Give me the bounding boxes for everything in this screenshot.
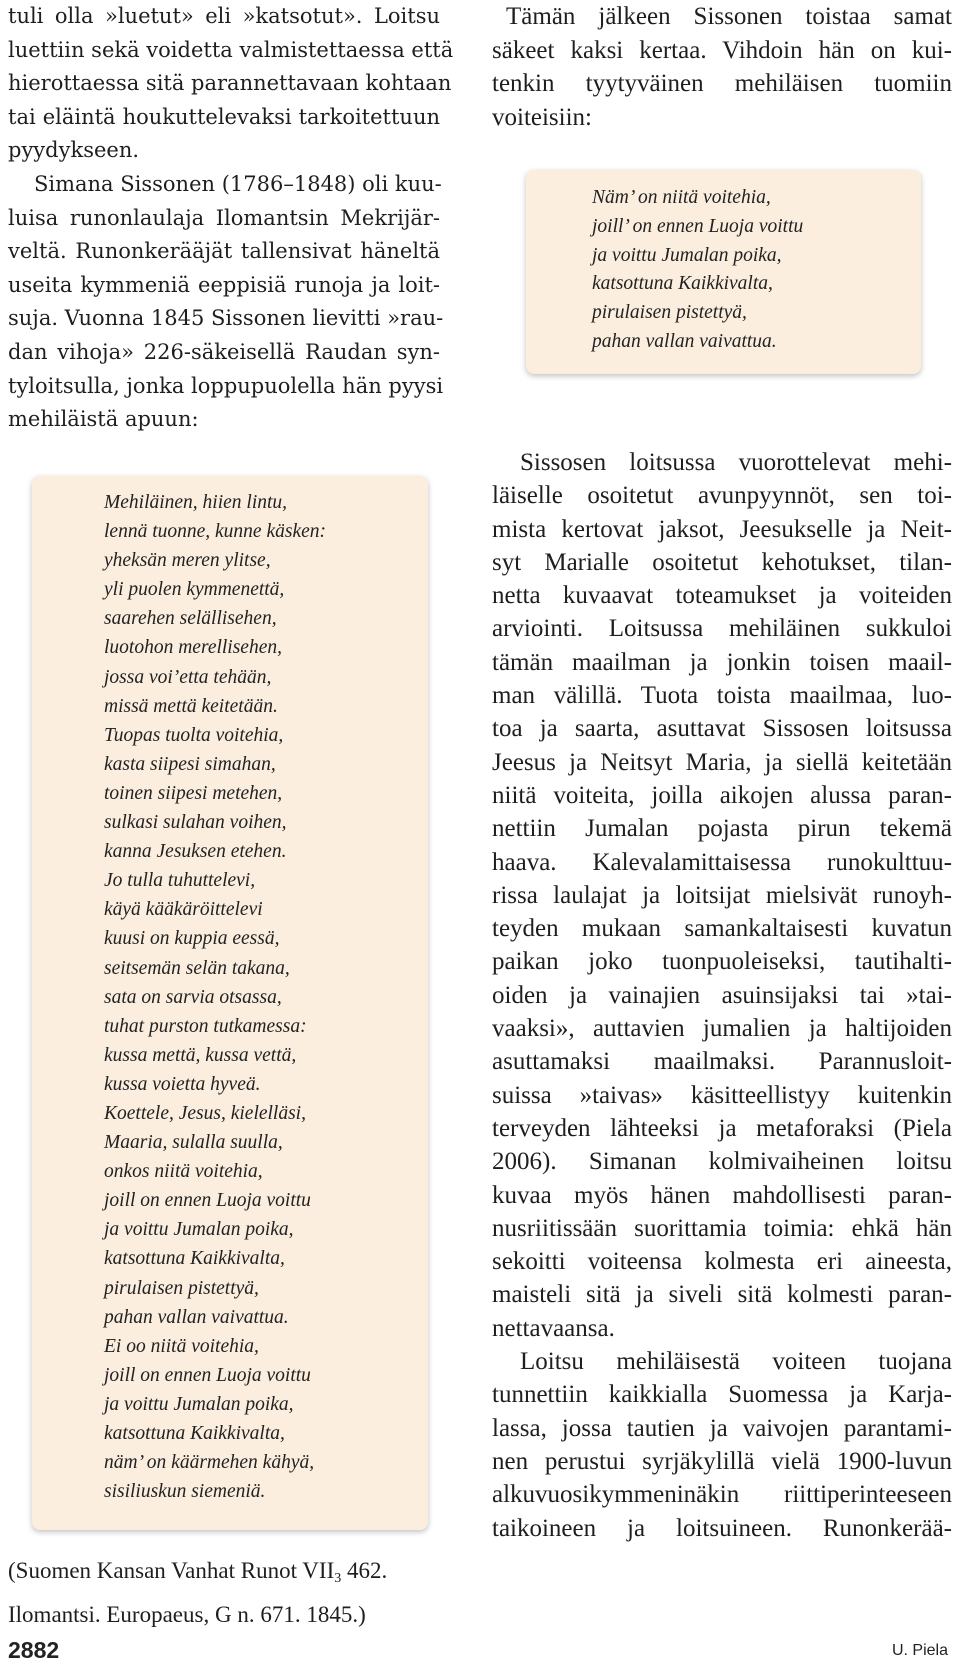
- verse-line: tuhat purston tutkamessa:: [104, 1015, 307, 1037]
- text-line: alkuvuosikymmeninäkin riittiperinteeseen: [492, 1481, 952, 1509]
- text-line: Loitsu mehiläisestä voiteen tuojana: [520, 1348, 952, 1376]
- verse-line: pahan vallan vaivattua.: [104, 1306, 289, 1328]
- text-line: mehiläistä apuun:: [8, 407, 199, 432]
- text-line: Sissosen loitsussa vuorottelevat mehi-: [520, 449, 952, 476]
- text-line: nettiin Jumalan pojasta pirun tekemä: [492, 815, 952, 843]
- verse-line: joill on ennen Luoja voittu: [104, 1364, 311, 1386]
- caption-line: [8, 1553, 448, 1597]
- verse-small: [592, 184, 803, 357]
- verse-line: missä mettä keitetään.: [104, 695, 278, 717]
- caption-subscript: 3: [334, 1571, 342, 1586]
- verse-line: katsottuna Kaikkivalta,: [104, 1423, 285, 1444]
- text-line: Simana Sissonen (1786–1848) oli kuu-: [34, 171, 442, 196]
- verse-line: Jo tulla tuhuttelevi,: [104, 870, 256, 892]
- text-line: rissa laulajat ja loitsijat mielsivät runoyh-: [492, 881, 952, 909]
- caption-text: 462.: [341, 1558, 388, 1583]
- text-line: paikan joko tuonpuoleiseksi, tautihalti-: [492, 948, 952, 976]
- paragraph: [492, 0, 952, 134]
- text-line: kuvaa myös hänen mahdollisesti paran-: [492, 1181, 952, 1209]
- text-line: useita kymmeniä eeppisiä runoja ja loit-: [8, 272, 440, 297]
- verse-line: kussa mettä, kussa vettä,: [104, 1044, 297, 1066]
- verse-line: sulkasi sulahan voihen,: [104, 812, 287, 834]
- text-line: vaaksi», auttavien jumalien ja haltijoiden: [492, 1015, 952, 1043]
- text-line: niitä voiteita, joilla aikojen alussa paran-: [492, 781, 952, 809]
- running-footer-author: U. Piela: [891, 1642, 948, 1659]
- text-line: säkeet kaksi kertaa. Vihdoin hän on kui-: [492, 36, 952, 64]
- verse-line: jossa voi’etta tehään,: [104, 666, 272, 688]
- text-line: oiden ja vainajien asuinsijaksi tai »tai-: [492, 981, 952, 1009]
- text-line: netta kuvaavat toteamukset ja voiteiden: [492, 582, 952, 610]
- verse-line: pahan vallan vaivattua.: [592, 330, 777, 352]
- verse-line: onkos niitä voitehia,: [104, 1161, 263, 1183]
- text-line: luettiin sekä voidetta valmistettaessa että: [8, 37, 454, 62]
- verse-line: näm’ on käärmehen kähyä,: [104, 1452, 315, 1474]
- text-line: hierottaessa sitä parannettavaan kohtaan: [8, 71, 452, 96]
- paragraph: [8, 0, 454, 168]
- text-line: suja. Vuonna 1845 Sissonen lievitti »rau-: [8, 306, 444, 331]
- verse-line: Maaria, sulalla suulla,: [104, 1132, 283, 1154]
- text-line: tuli olla »luetut» eli »katsotut». Loitsu: [8, 4, 440, 28]
- text-line: luisa runonlaulaja Ilomantsin Mekrijär-: [8, 205, 440, 230]
- text-line: toa ja saarta, asuttavat Sissosen loitsussa: [492, 715, 952, 743]
- verse-line: yheksän meren ylitse,: [104, 550, 271, 572]
- verse-line: ja voittu Jumalan poika,: [104, 1393, 294, 1415]
- text-line: tai eläintä houkuttelevaksi tarkoitettuun: [8, 104, 440, 129]
- text-line: nen perustui syrjäkylillä vielä 1900-luvun: [492, 1447, 952, 1475]
- text-line: suissa »taivas» käsitteellistyy kuitenkin: [492, 1081, 952, 1109]
- verse-line: katsottuna Kaikkivalta,: [104, 1248, 285, 1270]
- text-line: voiteisiin:: [492, 103, 592, 131]
- text-line: sekoitti voiteensa kolmesta eri aineesta,: [492, 1248, 952, 1276]
- verse-source-caption: [8, 1553, 448, 1633]
- text-line: veltä. Runonkerääjät tallensivat häneltä: [8, 239, 440, 264]
- verse-line: lennä tuonne, kunne käsken:: [104, 521, 327, 543]
- paragraph: [492, 446, 952, 1345]
- right-column: [492, 0, 952, 134]
- verse-line: yli puolen kymmenettä,: [104, 579, 285, 601]
- verse-line: Näm’ on niitä voitehia,: [592, 187, 771, 208]
- text-line: 2006). Simanan kolmivaiheinen loitsu: [492, 1148, 952, 1176]
- verse-line: luotohon merellisehen,: [104, 637, 282, 659]
- text-line: Tämän jälkeen Sissonen toistaa samat: [506, 3, 952, 30]
- verse-line: ja voittu Jumalan poika,: [592, 244, 782, 266]
- right-column-body: [492, 446, 952, 1545]
- text-line: nettavaansa.: [492, 1314, 615, 1342]
- verse-line: kanna Jesuksen etehen.: [104, 841, 287, 863]
- verse-line: kuusi on kuppia eessä,: [104, 928, 280, 950]
- text-line: Jeesus ja Neitsyt Maria, ja siellä keitetään: [492, 748, 952, 776]
- text-line: taikoineen ja loitsuineen. Runonkerää-: [492, 1514, 952, 1542]
- verse-line: sata on sarvia otsassa,: [104, 986, 282, 1008]
- verse-line: sisiliuskun siemeniä.: [104, 1481, 266, 1503]
- verse-line: pirulaisen pistettyä,: [104, 1277, 259, 1299]
- text-line: arviointi. Loitsussa mehiläinen sukkuloi: [492, 615, 952, 643]
- text-line: pyydykseen.: [8, 138, 140, 163]
- text-line: teyden mukaan samankaltaisesti kuvatun: [492, 915, 952, 943]
- verse-line: katsottuna Kaikkivalta,: [592, 273, 773, 295]
- verse-line: toinen siipesi metehen,: [104, 782, 283, 804]
- page-number: 2882: [8, 1637, 60, 1663]
- verse-line: kussa voietta hyveä.: [104, 1073, 261, 1095]
- paragraph: [492, 1345, 952, 1545]
- verse-line: Tuopas tuolta voitehia,: [104, 724, 284, 746]
- text-line: tunnettiin kaikkialla Suomessa ja Karja-: [492, 1381, 952, 1409]
- verse-main: [104, 488, 326, 1506]
- text-line: man välillä. Tuota toista maailmaa, luo-: [492, 682, 952, 710]
- text-line: terveyden lähteeksi ja metaforaksi (Piela: [492, 1114, 952, 1142]
- caption-line: Ilomantsi. Europaeus, G n. 671. 1845.): [8, 1602, 366, 1627]
- verse-line: Ei oo niitä voitehia,: [104, 1335, 259, 1357]
- verse-line: joill’ on ennen Luoja voittu: [592, 215, 804, 237]
- text-line: tyloitsulla, jonka loppupuolella hän pyysi: [8, 373, 444, 398]
- text-line: lassa, jossa tautien ja vaivojen parantami-: [492, 1414, 952, 1442]
- verse-line: ja voittu Jumalan poika,: [104, 1219, 294, 1241]
- text-line: dan vihoja» 226-säkeisellä Raudan syn-: [8, 339, 440, 364]
- verse-line: pirulaisen pistettyä,: [592, 302, 747, 324]
- verse-line: seitsemän selän takana,: [104, 957, 290, 979]
- text-line: haava. Kalevalamittaisessa runokulttuu-: [492, 848, 952, 876]
- verse-line: joill on ennen Luoja voittu: [104, 1190, 311, 1212]
- text-line: mista kertovat jaksot, Jeesukselle ja Neit-: [492, 515, 952, 543]
- text-line: asuttamaksi maailmaksi. Parannusloit-: [492, 1048, 952, 1076]
- text-line: tenkin tyytyväinen mehiläisen tuomiin: [492, 70, 952, 98]
- caption-text: (Suomen Kansan Vanhat Runot VII: [8, 1558, 335, 1583]
- verse-line: käyä kääkäröittelevi: [104, 899, 263, 921]
- left-column: [8, 0, 454, 437]
- verse-line: Koettele, Jesus, kielelläsi,: [104, 1102, 306, 1124]
- verse-line: saarehen selällisehen,: [104, 608, 277, 630]
- text-line: läiselle osoitetut avunpyynnöt, sen toi-: [492, 482, 952, 510]
- text-line: tämän maailman ja jonkin toisen maail-: [492, 648, 952, 676]
- text-line: maisteli sitä ja siveli sitä kolmesti paran-: [492, 1281, 952, 1309]
- paragraph: [8, 168, 444, 437]
- text-line: nusriitissään suorittamia toimia: ehkä hän: [492, 1214, 952, 1242]
- verse-line: Mehiläinen, hiien lintu,: [104, 492, 288, 513]
- verse-line: kasta siipesi simahan,: [104, 753, 276, 775]
- text-line: syt Marialle osoitetut kehotukset, tilan-: [492, 548, 952, 576]
